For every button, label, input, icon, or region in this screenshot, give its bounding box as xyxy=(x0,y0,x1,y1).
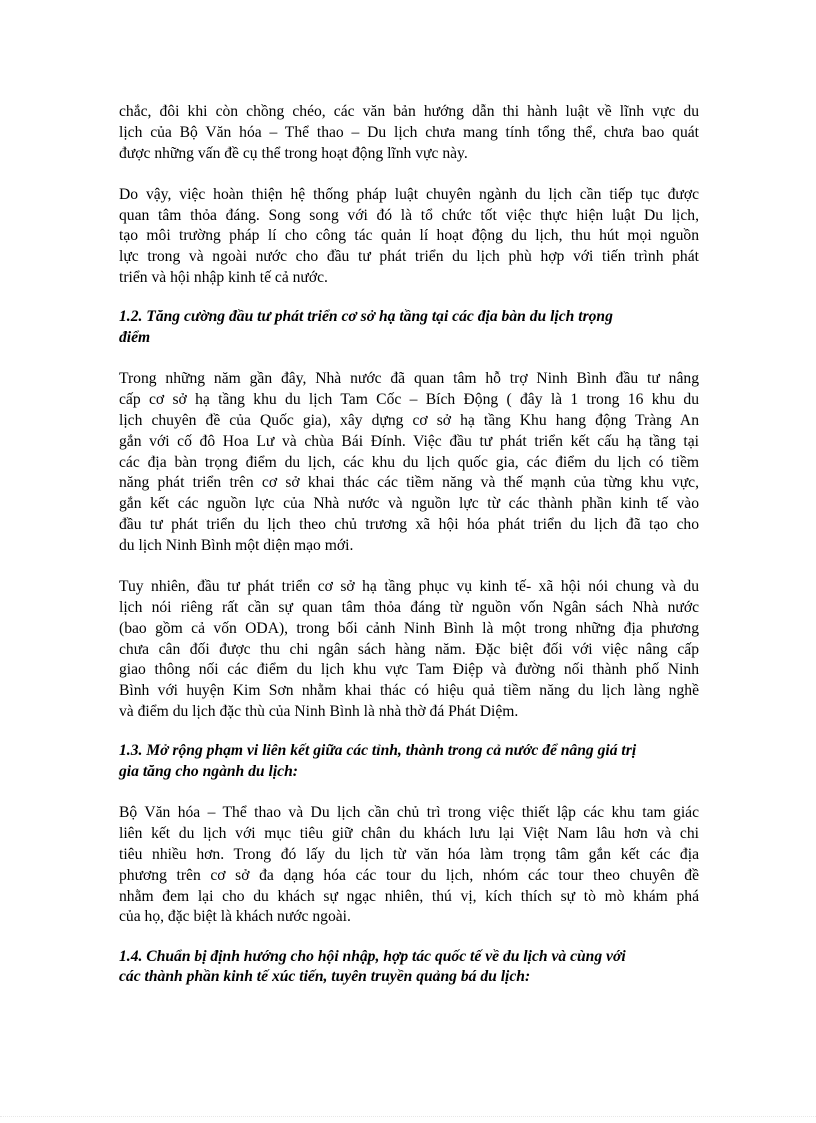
text-line: chắc, đôi khi còn chồng chéo, các văn bản hướng dẫn thi hành luật về lĩnh vực du xyxy=(119,103,699,120)
text-line: giao thông nối các điểm du lịch khu vực Tam Điệp và đường nối thành phố Ninh xyxy=(119,661,699,679)
text-line: của họ, đặc biệt là khách nước ngoài. xyxy=(119,908,351,926)
text-line: lịch nói riêng rất cần sự quan tâm thỏa đáng từ nguồn vốn Ngân sách Nhà nước xyxy=(119,598,699,616)
heading-line: các thành phần kinh tế xúc tiến, tuyên truyền quảng bá du lịch: xyxy=(119,968,531,986)
paragraph-budget-constraints xyxy=(119,577,699,723)
text-line: lịch chuyên đề của Quốc gia), xây dựng cơ sở hạ tầng Khu hang động Tràng An xyxy=(119,412,699,430)
paragraph-complete-legal-system xyxy=(119,185,699,289)
paragraph-infrastructure-investment xyxy=(119,369,699,556)
text-line: đầu tư phát triển du lịch theo chủ trương xã hội hóa phát triển du lịch đã tạo cho xyxy=(119,516,699,534)
text-line: nhằm đem lại cho du khách sự ngạc nhiên, thú vị, kích thích sự tò mò khám phá xyxy=(119,887,699,905)
text-line: và điểm du lịch đặc thù của Ninh Bình là nhà thờ đá Phát Diệm. xyxy=(119,702,519,720)
text-line: tiêu nhiều hơn. Trong đó lấy du lịch từ văn hóa làm trọng tâm gắn kết các địa xyxy=(119,845,699,863)
text-line: được những vấn đề cụ thể trong hoạt động lĩnh vực này. xyxy=(119,144,468,162)
text-line: gắn kết các nguồn lực của Nhà nước và nguồn lực từ các thành phần kinh tế vào xyxy=(119,495,699,513)
text-line: cấp cơ sở hạ tầng khu du lịch Tam Cốc – Bích Động ( đây là 1 trong 16 khu du xyxy=(119,391,699,409)
text-line: triển và hội nhập kinh tế cả nước. xyxy=(119,269,328,287)
heading-line: điểm xyxy=(119,329,151,347)
text-line: tạo môi trường pháp lí cho công tác quản lí hoạt động du lịch, thu hút mọi nguồn xyxy=(119,227,699,245)
text-line: Trong những năm gần đây, Nhà nước đã quan tâm hỗ trợ Ninh Bình đầu tư nâng xyxy=(119,370,699,388)
text-line: lực trong và ngoài nước cho đầu tư phát triển du lịch phù hợp với tiến trình phát xyxy=(119,248,699,266)
document-page xyxy=(119,102,699,988)
text-line: năng phát triển trên cơ sở khai thác các tiềm năng và thế mạnh của từng khu vực, xyxy=(119,474,699,492)
text-line: lịch của Bộ Văn hóa – Thể thao – Du lịch chưa mang tính tổng thể, chưa bao quát xyxy=(119,123,699,141)
text-line: liên kết du lịch với mục tiêu giữ chân du khách lưu lại Việt Nam lâu hơn và chi xyxy=(119,825,699,843)
text-line: Tuy nhiên, đầu tư phát triển cơ sở hạ tầng phục vụ kinh tế- xã hội nói chung và du xyxy=(119,578,699,596)
text-line: Bộ Văn hóa – Thể thao và Du lịch cần chủ trì trong việc thiết lập các khu tam giác xyxy=(119,804,699,822)
paragraph-legal-framework xyxy=(119,102,699,164)
section-heading-1-4 xyxy=(119,947,699,989)
text-line: gắn với cố đô Hoa Lư và chùa Bái Đính. Việc đầu tư phát triển kết cấu hạ tầng tại xyxy=(119,432,699,450)
section-heading-1-2 xyxy=(119,307,699,349)
heading-line: 1.4. Chuẩn bị định hướng cho hội nhập, hợp tác quốc tế về du lịch và cùng với xyxy=(119,947,626,965)
text-line: du lịch Ninh Bình một diện mạo mới. xyxy=(119,536,354,554)
heading-line: gia tăng cho ngành du lịch: xyxy=(119,763,298,781)
text-line: Do vậy, việc hoàn thiện hệ thống pháp luật chuyên ngành du lịch cần tiếp tục được xyxy=(119,185,699,203)
page-bottom-divider xyxy=(0,1116,816,1118)
text-line: (bao gồm cả vốn ODA), trong bối cảnh Ninh Bình là một trong những địa phương xyxy=(119,619,699,637)
paragraph-regional-linkage xyxy=(119,803,699,928)
text-line: Bình với huyện Kim Sơn nhằm khai thác có hiệu quả tiềm năng du lịch làng nghề xyxy=(119,682,699,700)
heading-line: 1.2. Tăng cường đầu tư phát triển cơ sở hạ tầng tại các địa bàn du lịch trọng xyxy=(119,308,613,326)
text-line: phương trên cơ sở đa dạng hóa các tour du lịch, nhóm các tour theo chuyên đề xyxy=(119,866,699,884)
text-line: chưa cân đối được thu chi ngân sách hàng năm. Đặc biệt đối với việc nâng cấp xyxy=(119,640,699,658)
section-heading-1-3 xyxy=(119,741,699,783)
text-line: các địa bàn trọng điểm du lịch, các khu du lịch quốc gia, các điểm du lịch có tiềm xyxy=(119,453,699,471)
heading-line: 1.3. Mở rộng phạm vi liên kết giữa các tỉnh, thành trong cả nước để nâng giá trị xyxy=(119,742,637,760)
text-line: quan tâm thỏa đáng. Song song với đó là tổ chức tốt việc thực hiện luật Du lịch, xyxy=(119,206,699,224)
